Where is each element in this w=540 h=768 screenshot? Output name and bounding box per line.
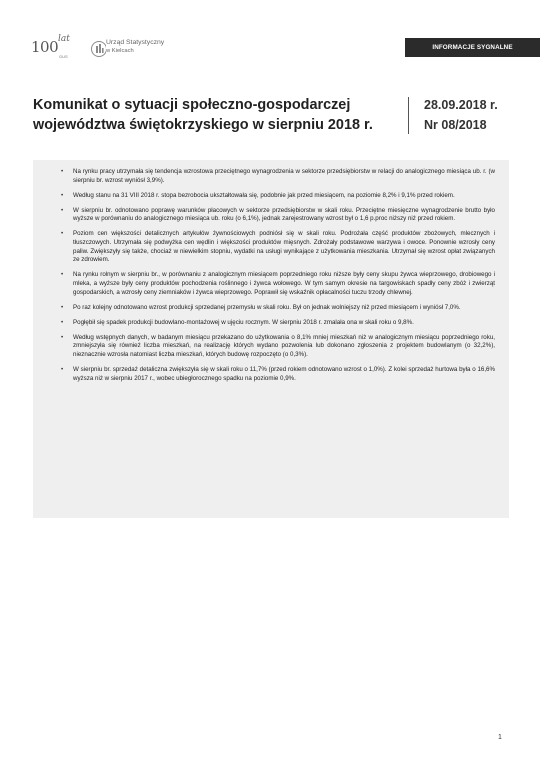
title-divider	[408, 97, 409, 134]
summary-item-text: Po raz kolejny odnotowano wzrost produkcji sprzedanej przemysłu w skali roku. Był on jednak wolniejszy niż przed miesiącem i wyniósł 7,0%.	[73, 303, 461, 311]
bullet-icon: •	[61, 206, 64, 214]
office-emblem-icon	[70, 37, 106, 61]
summary-item	[61, 230, 495, 264]
document-type-badge: INFORMACJE SYGNALNE	[405, 38, 540, 57]
summary-item	[61, 334, 495, 360]
summary-item	[61, 366, 495, 383]
summary-item-text: W sierpniu br. odnotowano poprawę warunków płacowych w sektorze przedsiębiorstw w skali roku. Przeciętne miesięczne wynagrodzenie brutto było wyższe w porównaniu do analogicznego miesiąca ub. roku (o 6,1%), jednak zarejestrowany wzrost był o 1,6 p.proc niższy niż przed rokiem.	[73, 206, 495, 223]
summary-item	[61, 168, 495, 185]
summary-list	[61, 168, 495, 383]
summary-box	[33, 160, 509, 518]
summary-item	[61, 207, 495, 224]
page-title-line1: Komunikat o sytuacji społeczno-gospodarczej	[33, 97, 351, 113]
summary-item	[61, 192, 495, 201]
release-number: Nr 08/2018	[424, 118, 487, 132]
office-name	[106, 39, 226, 55]
bullet-icon: •	[61, 333, 64, 341]
bullet-icon: •	[61, 191, 64, 199]
bullet-icon: •	[61, 366, 64, 374]
bullet-icon: •	[61, 303, 64, 311]
summary-item-text: Pogłębił się spadek produkcji budowlano-montażowej w ujęciu rocznym. W sierpniu 2018 r. zmalała ona w skali roku o 9,8%.	[73, 318, 414, 326]
page-number: 1	[498, 734, 502, 741]
page-title-line2: województwa świętokrzyskiego w sierpniu 2018 r.	[33, 117, 373, 133]
summary-item-text: Poziom cen większości detalicznych artykułów żywnościowych podniósł się w skali roku. Podrożała część produktów zbożowych, mlecznych i tłuszczowych. Utrzymała się podwyżka cen wędlin i większości produktów mięsnych. Zdrożały podstawowe warzywa i owoce. Ponownie wzrosły ceny paliw. Zwiększyły się także, chociaż w niewielkim stopniu, wydatki na usługi wynikające z użytkowania mieszkania. Utrzymał się wzrost opłat związanych ze zdrowiem.	[73, 230, 495, 264]
summary-item	[61, 319, 495, 328]
summary-item-text: W sierpniu br. sprzedaż detaliczna zwiększyła się w skali roku o 11,7% (przed rokiem odnotowano wzrost o 1,0%). Z kolei sprzedaż hurtowa była o 16,6% wyższa niż w sierpniu 2017 r., wobec ubiegłorocznego spadku na poziomie 0,9%.	[73, 366, 495, 382]
release-date: 28.09.2018 r.	[424, 98, 498, 112]
office-name-line1: Urząd Statystyczny	[106, 39, 165, 46]
summary-item	[61, 271, 495, 297]
bullet-icon: •	[61, 230, 64, 238]
logo-gus-text: GUS	[59, 54, 68, 59]
office-name-line2: w Kielcach	[106, 48, 134, 54]
page-title	[33, 95, 401, 135]
logo-lata-text: lat	[58, 34, 70, 44]
summary-item-text: Na rynku pracy utrzymała się tendencja wzrostowa przeciętnego wynagrodzenia w sektorze przedsiębiorstw w relacji do analogicznego miesiąca ub. r. (w sierpniu br. wzrost wyniósł 3,9%).	[73, 168, 495, 184]
summary-item-text: Według stanu na 31 VIII 2018 r. stopa bezrobocia ukształtowała się, podobnie jak przed miesiącem, na poziomie 8,2% i 9,1% przed rokiem.	[73, 191, 455, 199]
bullet-icon: •	[61, 168, 64, 175]
summary-item-text: Według wstępnych danych, w badanym miesiącu przekazano do użytkowania o 8,1% mniej mieszkań niż w analogicznym miesiącu poprzedniego roku, zmniejszyła się również liczba mieszkań, na realizację których wydano pozwolenia lub dokonano zgłoszenia z projektem budowlanym (o 32,2%), nieznacznie wzrosła natomiast liczba mieszkań, których budowę rozpoczęto (o 0,3%).	[73, 333, 495, 358]
summary-item-text: Na rynku rolnym w sierpniu br., w porównaniu z analogicznym miesiącem poprzedniego roku niższe były ceny skupu żywca wieprzowego, drobiowego i mleka, a wyższe były ceny produktów pochodzenia roślinnego i żywca wołowego. W tym samym okresie na targowiskach spadły ceny zbóż i zwierząt gospodarskich, a wzrosły ceny ziemniaków i żywca wieprzowego. Poprawił się wskaźnik opłacalności tuczu trzody chlewnej.	[73, 271, 495, 296]
bullet-icon: •	[61, 271, 64, 279]
release-meta	[424, 95, 498, 135]
bullet-icon: •	[61, 318, 64, 326]
logo-100-text: 100	[31, 38, 59, 56]
summary-item	[61, 304, 495, 313]
